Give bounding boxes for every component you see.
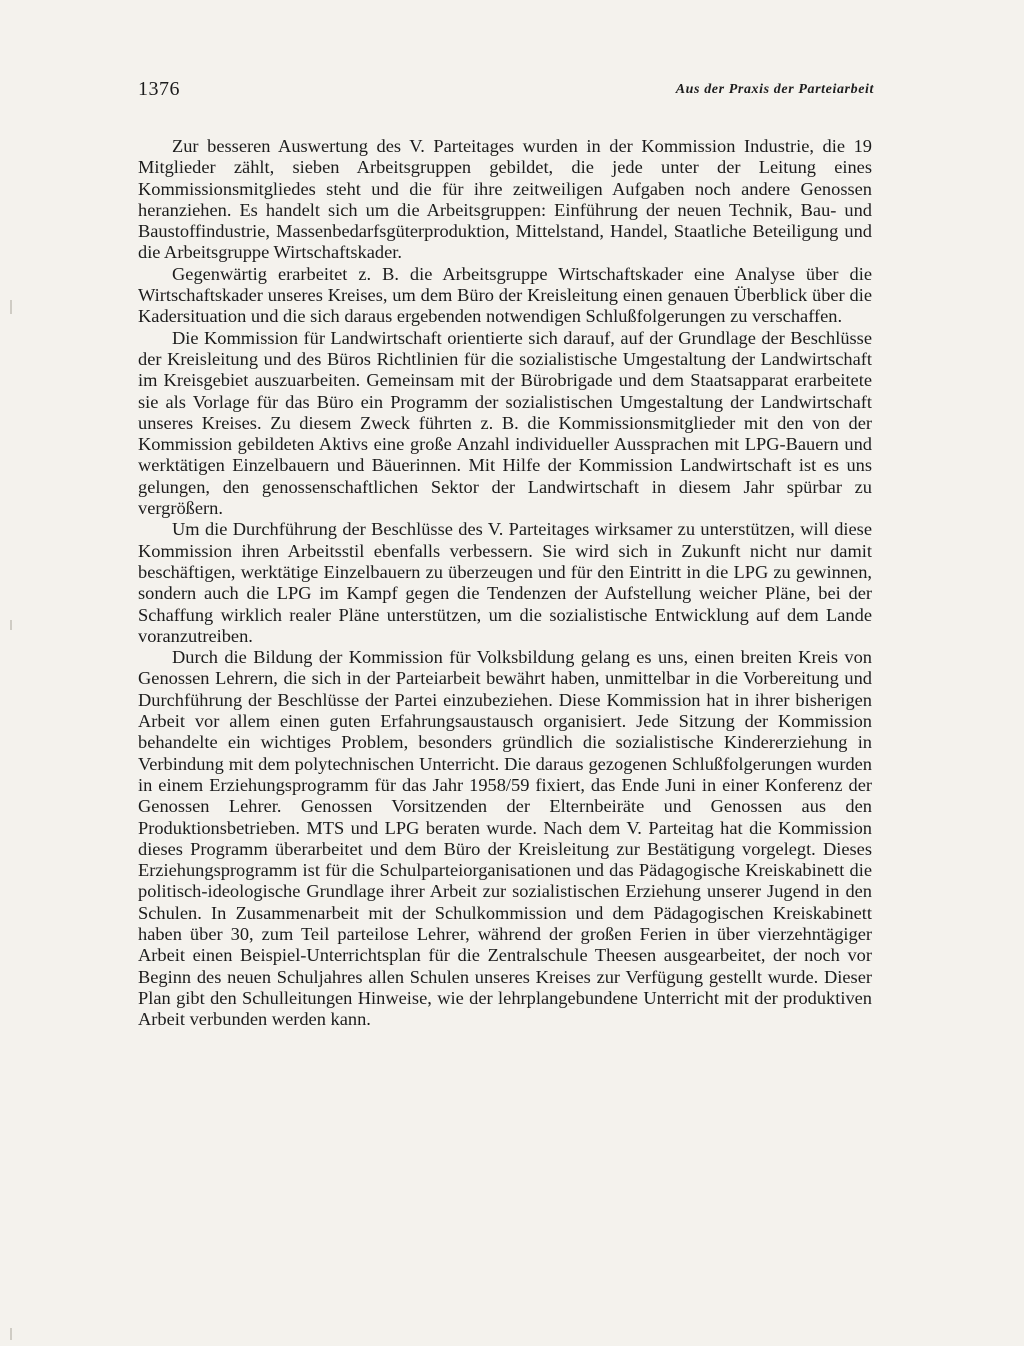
paragraph: Um die Durchführung der Beschlüsse des V. Parteitages wirksamer zu unterstützen, will diese Kommission ihren Arbeitsstil ebenfalls verbessern. Sie wird sich in Zukunft nicht nur damit beschäftigen, werktätige Einzelbauern zu überzeugen und für den Eintritt in die LPG zu gewinnen, sondern auch die LPG im Kampf gegen die Tendenzen der Aufstellung weicher Pläne, bei der Schaffung wirklich realer Pläne unterstützen, um die sozialistische Entwicklung auf dem Lande voranzutreiben. bbox=[138, 519, 872, 646]
paragraph: Durch die Bildung der Kommission für Volksbildung gelang es uns, einen breiten Kreis von Genossen Lehrern, die sich in der Parteiarbeit bewährt haben, unmittelbar in die Vorbereitung und Durchführung der Beschlüsse der Partei einzubeziehen. Diese Kommission hat in ihrer bisherigen Arbeit vor allem einen guten Erfahrungsaustausch organisiert. Jede Sitzung der Kommission behandelte ein wichtiges Problem, besonders gründlich die sozialistische Kindererziehung in Verbindung mit dem polytechnischen Unterricht. Die daraus gezogenen Schlußfolgerungen wurden in einem Erziehungsprogramm für das Jahr 1958/59 fixiert, das Ende Juni in einer Konferenz der Genossen Lehrer. Genossen Vorsitzenden der Elternbeiräte und Genossen aus den Produktionsbetrieben. MTS und LPG beraten wurde. Nach dem V. Parteitag hat die Kommission dieses Programm überarbeitet und dem Büro der Kreisleitung zur Bestätigung vorgelegt. Dieses Erziehungsprogramm ist für die Schulparteiorganisationen und das Pädagogische Kreiskabinett die politisch-ideologische Grundlage ihrer Arbeit zur sozialistischen Erziehung unserer Jugend in den Schulen. In Zusammenarbeit mit der Schulkommission und dem Pädagogischen Kreiskabinett haben über 30, zum Teil parteilose Lehrer, während der großen Ferien in über vierzehntägiger Arbeit einen Beispiel-Unterrichtsplan für die Zentralschule Theesen ausgearbeitet, der noch vor Beginn des neuen Schuljahres allen Schulen unseres Kreises zur Verfügung gestellt wurde. Dieser Plan gibt den Schulleitungen Hinweise, wie der lehrplangebundene Unterricht mit der produktiven Arbeit verbunden werden kann. bbox=[138, 647, 872, 1030]
margin-mark bbox=[10, 300, 12, 314]
margin-mark bbox=[10, 1328, 12, 1340]
margin-mark bbox=[10, 620, 12, 630]
running-head: Aus der Praxis der Parteiarbeit bbox=[675, 82, 874, 97]
paragraph: Die Kommission für Landwirtschaft orientierte sich darauf, auf der Grundlage der Beschlüsse der Kreisleitung und des Büros Richtlinien für die sozialistische Umgestaltung der Landwirtschaft im Kreisgebiet auszuarbeiten. Gemeinsam mit der Bürobrigade und dem Staatsapparat erarbeitete sie als Vorlage für das Büro ein Programm der sozialistischen Umgestaltung der Landwirtschaft unseres Kreises. Zu diesem Zweck führten z. B. die Kommissionsmitglieder mit den von der Kommission gebildeten Aktivs eine große Anzahl individueller Aussprachen mit LPG-Bauern und werktätigen Einzelbauern und Bäuerinnen. Mit Hilfe der Kommission Landwirtschaft ist es uns gelungen, den genossenschaftlichen Sektor der Landwirtschaft in diesem Jahr spürbar zu vergrößern. bbox=[138, 327, 872, 519]
page-header bbox=[138, 78, 874, 104]
paragraph: Zur besseren Auswertung des V. Parteitages wurden in der Kommission Industrie, die 19 Mitglieder zählt, sieben Arbeitsgruppen gebildet, die jede unter der Leitung eines Kommissionsmitgliedes steht und die für ihre zeitweiligen Aufgaben noch andere Genossen heranziehen. Es handelt sich um die Arbeitsgruppen: Einführung der neuen Technik, Bau- und Baustoffindustrie, Massenbedarfsgüterproduktion, Mittelstand, Handel, Staatliche Beteiligung und die Arbeitsgruppe Wirtschaftskader. bbox=[138, 136, 872, 263]
page-number: 1376 bbox=[138, 78, 180, 100]
paragraph: Gegenwärtig erarbeitet z. B. die Arbeitsgruppe Wirtschaftskader eine Analyse über die Wirtschaftskader unseres Kreises, um dem Büro der Kreisleitung einen genauen Überblick über die Kadersituation und die sich daraus ergebenden notwendigen Schlußfolgerungen zu verschaffen. bbox=[138, 263, 872, 327]
body-text bbox=[138, 136, 872, 1030]
